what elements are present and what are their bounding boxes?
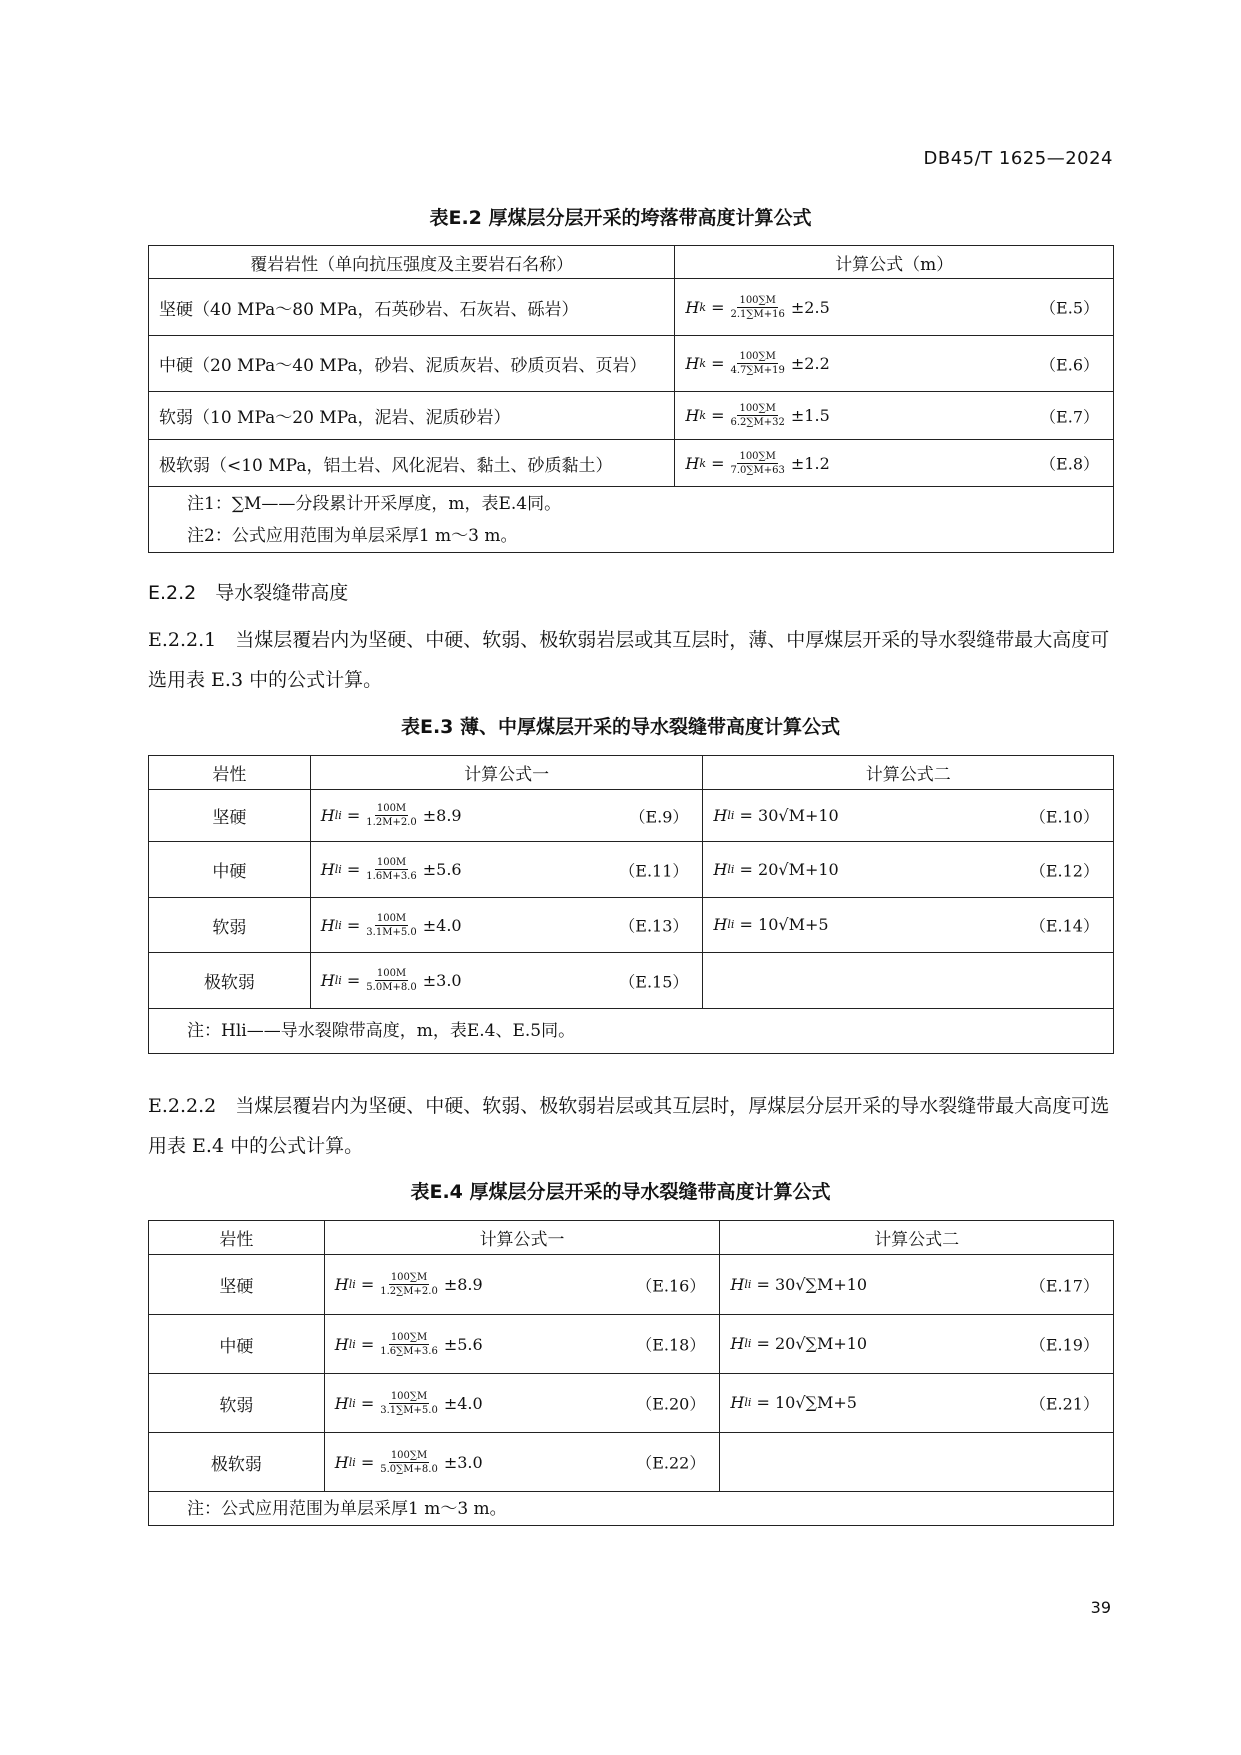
section-heading: E.2.2 导水裂缝带高度 — [148, 582, 349, 604]
rock-cell: 软弱（10 MPa～20 MPa，泥岩、泥质砂岩） — [149, 392, 675, 440]
equation-number: （E.6） — [1040, 355, 1099, 374]
paragraph-e2-2-2: E.2.2.2 当煤层覆岩内为坚硬、中硬、软弱、极软弱岩层或其互层时，厚煤层分层开采的导水裂缝带最大高度可选用表 E.4 中的公式计算。 — [148, 1095, 1110, 1157]
equation-number: （E.5） — [1040, 298, 1099, 318]
formula1-cell: H li = $\frac{100\sum M}{1.6\sum M+3.6}$ ±5.6 （E.18） — [324, 1315, 720, 1374]
formula2-cell: H li = 30√M+10 （E.10） — [703, 790, 1114, 842]
table-e4-note: 注：公式应用范围为单层采厚1 m～3 m。 — [149, 1492, 1114, 1526]
table-e3-note: 注：Hli——导水裂隙带高度，m，表E.4、E.5同。 — [149, 1009, 1114, 1054]
equation-number: （E.15） — [619, 972, 689, 991]
formula1-cell: H li = $\frac{100\sum M}{3.1\sum M+5.0}$ ±4.0 （E.20） — [324, 1374, 720, 1433]
rock-cell: 软弱 — [149, 898, 311, 953]
formula-cell: H k = $\frac{100\sum M}{7.0\sum M+63}$ ±1.2 （E.8） — [675, 440, 1114, 487]
rock-cell: 坚硬 — [149, 790, 311, 842]
table-e3-header-formula2: 计算公式二 — [703, 756, 1114, 790]
table-row — [149, 279, 1114, 336]
rock-cell: 坚硬 — [149, 1255, 325, 1315]
equation-number: （E.7） — [1040, 407, 1099, 426]
rock-cell: 中硬 — [149, 1315, 325, 1374]
table-row — [149, 392, 1114, 440]
table-row — [149, 953, 1114, 1009]
table-row — [149, 440, 1114, 487]
table-e4-header-formula2: 计算公式二 — [720, 1221, 1114, 1255]
table-row — [149, 898, 1114, 953]
table-e3-header-rock: 岩性 — [149, 756, 311, 790]
table-e3-header-formula1: 计算公式一 — [310, 756, 703, 790]
formula1-cell: H li = $\frac{100M}{3.1M+5.0}$ ±4.0 （E.13） — [310, 898, 703, 953]
table-e2-header-formula: 计算公式（m） — [675, 246, 1114, 279]
paragraph-e2-2-1: E.2.2.1 当煤层覆岩内为坚硬、中硬、软弱、极软弱岩层或其互层时，薄、中厚煤层开采的导水裂缝带最大高度可选用表 E.3 中的公式计算。 — [148, 629, 1110, 691]
formula2-cell: H li = 20√∑M+10 （E.19） — [720, 1315, 1114, 1374]
table-row — [149, 1315, 1114, 1374]
rock-cell: 极软弱 — [149, 953, 311, 1009]
note-2: 注2：公式应用范围为单层采厚1 m～3 m。 — [187, 525, 518, 546]
formula1-cell: H li = $\frac{100M}{1.2M+2.0}$ ±8.9 （E.9） — [310, 790, 703, 842]
table-e4-header-rock: 岩性 — [149, 1221, 325, 1255]
equation-number: （E.11） — [619, 861, 689, 880]
table-e2-notes — [149, 487, 1114, 553]
equation-number: （E.14） — [1029, 916, 1099, 936]
table-e2-header-rock: 覆岩岩性（单向抗压强度及主要岩石名称） — [149, 246, 675, 279]
formula-cell: H k = $\frac{100\sum M}{4.7\sum M+19}$ ±2.2 （E.6） — [675, 336, 1114, 392]
table-e4 — [148, 1220, 1114, 1526]
note-1: 注1：∑M——分段累计开采厚度，m，表E.4同。 — [187, 493, 562, 514]
equation-number: （E.17） — [1029, 1276, 1099, 1295]
formula1-cell: H li = $\frac{100\sum M}{1.2\sum M+2.0}$ ±8.9 （E.16） — [324, 1255, 720, 1315]
table-row — [149, 790, 1114, 842]
equation-number: （E.12） — [1029, 861, 1099, 880]
table-e3 — [148, 755, 1114, 1054]
equation-number: （E.21） — [1029, 1394, 1099, 1414]
equation-number: （E.10） — [1029, 807, 1099, 826]
rock-cell: 坚硬（40 MPa～80 MPa，石英砂岩、石灰岩、砾岩） — [149, 279, 675, 336]
rock-cell: 中硬 — [149, 842, 311, 898]
formula2-cell: H li = 10√M+5 （E.14） — [703, 898, 1114, 953]
formula2-cell: H li = 20√M+10 （E.12） — [703, 842, 1114, 898]
table-e4-caption: 表E.4 厚煤层分层开采的导水裂缝带高度计算公式 — [410, 1181, 831, 1203]
formula-cell: H k = $\frac{100\sum M}{2.1\sum M+16}$ ±2.5 （E.5） — [675, 279, 1114, 336]
formula1-cell: H li = $\frac{100\sum M}{5.0\sum M+8.0}$ ±3.0 （E.22） — [324, 1433, 720, 1492]
equation-number: （E.18） — [636, 1335, 706, 1355]
rock-cell: 中硬（20 MPa～40 MPa，砂岩、泥质灰岩、砂质页岩、页岩） — [149, 336, 675, 392]
formula2-cell-empty — [720, 1433, 1114, 1492]
table-e4-header-formula1: 计算公式一 — [324, 1221, 720, 1255]
formula-cell: H k = $\frac{100\sum M}{6.2\sum M+32}$ ±1.5 （E.7） — [675, 392, 1114, 440]
table-row — [149, 842, 1114, 898]
page-number: 39 — [1090, 1598, 1111, 1617]
rock-cell: 极软弱（<10 MPa，铝土岩、风化泥岩、黏土、砂质黏土） — [149, 440, 675, 487]
table-e3-caption: 表E.3 薄、中厚煤层开采的导水裂缝带高度计算公式 — [400, 716, 841, 738]
rock-cell: 极软弱 — [149, 1433, 325, 1492]
equation-number: （E.22） — [636, 1453, 706, 1473]
equation-number: （E.9） — [629, 807, 689, 826]
formula2-cell: H li = 30√∑M+10 （E.17） — [720, 1255, 1114, 1315]
table-row — [149, 1255, 1114, 1315]
formula2-cell: H li = 10√∑M+5 （E.21） — [720, 1374, 1114, 1433]
table-row — [149, 1433, 1114, 1492]
rock-cell: 软弱 — [149, 1374, 325, 1433]
standard-code: DB45/T 1625—2024 — [923, 148, 1113, 169]
equation-number: （E.16） — [636, 1276, 706, 1295]
table-row — [149, 1374, 1114, 1433]
equation-number: （E.20） — [636, 1394, 706, 1414]
table-e2-caption: 表E.2 厚煤层分层开采的垮落带高度计算公式 — [429, 207, 812, 229]
equation-number: （E.13） — [619, 916, 689, 936]
formula1-cell: H li = $\frac{100M}{5.0M+8.0}$ ±3.0 （E.15） — [310, 953, 703, 1009]
formula1-cell: H li = $\frac{100M}{1.6M+3.6}$ ±5.6 （E.11） — [310, 842, 703, 898]
formula2-cell-empty — [703, 953, 1114, 1009]
equation-number: （E.19） — [1029, 1335, 1099, 1355]
table-row — [149, 336, 1114, 392]
equation-number: （E.8） — [1040, 454, 1099, 474]
table-e2 — [148, 245, 1114, 553]
